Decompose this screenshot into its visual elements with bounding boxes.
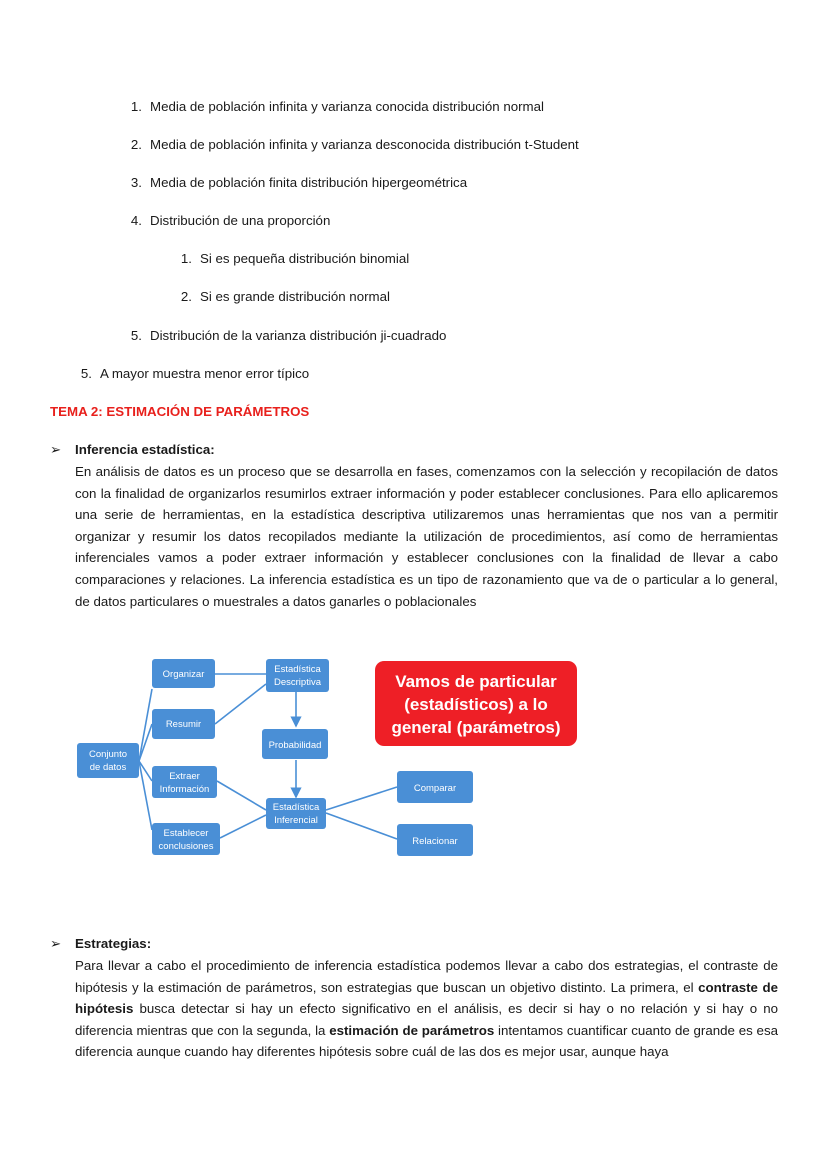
list-text: Si es pequeña distribución binomial bbox=[200, 251, 410, 266]
connector-line bbox=[220, 815, 266, 838]
list-number: 3. bbox=[130, 175, 142, 190]
bold-term: contraste de hipótesis bbox=[75, 979, 778, 1017]
box-label: de datos bbox=[89, 762, 127, 773]
box-label: Resumir bbox=[165, 719, 202, 730]
box-label: Conjunto bbox=[88, 749, 128, 760]
paragraph-text: busca detectar si hay un efecto significativo en el análisis, es decir si hay o no relación y si hay o no diferencia mientras que con la segunda, la bbox=[75, 1001, 778, 1038]
box-probabilidad bbox=[262, 729, 328, 759]
box-label: Probabilidad bbox=[268, 740, 322, 751]
box-organizar bbox=[152, 659, 215, 688]
list-number: 5. bbox=[130, 328, 142, 343]
list-text: Distribución de una proporción bbox=[150, 213, 331, 228]
box-label: conclusiones bbox=[158, 841, 214, 852]
heading-text: Inferencia estadística: bbox=[75, 442, 215, 457]
list-text: Media de población infinita y varianza conocida distribución normal bbox=[150, 99, 544, 114]
box-label: Estadística bbox=[272, 802, 320, 813]
connector-line bbox=[139, 689, 152, 761]
paragraph-text: Para llevar a cabo el procedimiento de inferencia estadística podemos llevar a cabo dos estrategias, el contraste de hipótesis y la estimación de parámetros, son estrategias que buscan un objetivo distinto. La primera, el bbox=[75, 958, 778, 995]
list-item bbox=[180, 251, 410, 267]
box-label: Establecer bbox=[163, 828, 209, 839]
box-extraer bbox=[152, 766, 217, 798]
list-number: 5. bbox=[80, 366, 92, 381]
box-label: Comparar bbox=[413, 783, 457, 794]
callout-line: (estadísticos) a lo bbox=[404, 695, 548, 714]
box-establecer bbox=[152, 823, 220, 855]
list-item bbox=[130, 137, 579, 153]
list-number: 1. bbox=[130, 99, 142, 114]
bold-term: estimación de parámetros bbox=[329, 1022, 495, 1038]
box-conjunto bbox=[77, 743, 139, 778]
list-item bbox=[130, 328, 447, 344]
box-label: Relacionar bbox=[412, 836, 458, 847]
box-estadistica-inferencial bbox=[266, 798, 326, 829]
callout-line: general (parámetros) bbox=[391, 718, 561, 737]
list-item bbox=[130, 99, 544, 115]
box-label: Información bbox=[159, 784, 210, 795]
list-item bbox=[80, 366, 310, 382]
list-number: 2. bbox=[180, 289, 192, 304]
callout-box bbox=[375, 661, 577, 746]
box-label: Estadística bbox=[274, 664, 321, 675]
box-label: Organizar bbox=[162, 669, 205, 680]
paragraph-text: intentamos cuantificar cuanto de grande es esa diferencia aunque cuando hay diferentes hipótesis sobre cuál de las dos es mejor usar, aunque haya bbox=[75, 1022, 778, 1060]
paragraph bbox=[75, 955, 778, 1063]
list-item bbox=[180, 289, 390, 305]
list-text: Media de población infinita y varianza desconocida distribución t-Student bbox=[150, 137, 579, 152]
subsection-heading bbox=[50, 936, 151, 952]
box-label: Extraer bbox=[169, 771, 200, 782]
connector-line bbox=[215, 684, 266, 724]
list-text: Si es grande distribución normal bbox=[200, 289, 390, 304]
box-estadistica-descriptiva bbox=[266, 659, 329, 692]
arrow-bullet-icon: ➢ bbox=[50, 442, 62, 457]
box-label: Inferencial bbox=[274, 815, 318, 826]
list-text: A mayor muestra menor error típico bbox=[100, 366, 310, 381]
paragraph: En análisis de datos es un proceso que se desarrolla en fases, comenzamos con la selección y recopilación de datos con la finalidad de organizarlos resumirlos extraer información y poder establecer conclusiones. Para ello aplicaremos una serie de herramientas, en la estadística descriptiva utilizaremos unas herramientas que nos van a permitir organizar y resumir los datos recopilados mediante la utilización de procedimientos, así como de herramientas inferenciales vamos a poder extraer información y establecer conclusiones con la finalidad de llevar a cabo comparaciones y relaciones. La inferencia estadística es un tipo de razonamiento que va de o particular a lo general, de datos particulares o muestrales a datos ganarles o poblacionales bbox=[75, 464, 778, 609]
list-item bbox=[130, 213, 331, 229]
list-number: 4. bbox=[130, 213, 142, 228]
list-text: Media de población finita distribución hipergeométrica bbox=[150, 175, 468, 190]
connector-line bbox=[139, 724, 152, 761]
connector-line bbox=[326, 813, 397, 839]
heading-text: Estrategias: bbox=[75, 936, 152, 951]
box-resumir bbox=[152, 709, 215, 739]
list-text: Distribución de la varianza distribución ji-cuadrado bbox=[150, 328, 447, 343]
arrow-bullet-icon: ➢ bbox=[50, 936, 62, 951]
callout-line: Vamos de particular bbox=[395, 672, 557, 691]
list-number: 2. bbox=[130, 137, 142, 152]
box-comparar bbox=[397, 771, 473, 803]
section-title: TEMA 2: ESTIMACIÓN DE PARÁMETROS bbox=[50, 404, 310, 419]
list-item bbox=[130, 175, 468, 191]
connector-line bbox=[326, 787, 397, 810]
subsection-heading bbox=[50, 442, 215, 458]
inference-diagram bbox=[0, 640, 828, 870]
box-label: Descriptiva bbox=[274, 677, 321, 688]
connector-line bbox=[217, 781, 266, 810]
box-relacionar bbox=[397, 824, 473, 856]
list-number: 1. bbox=[180, 251, 192, 266]
